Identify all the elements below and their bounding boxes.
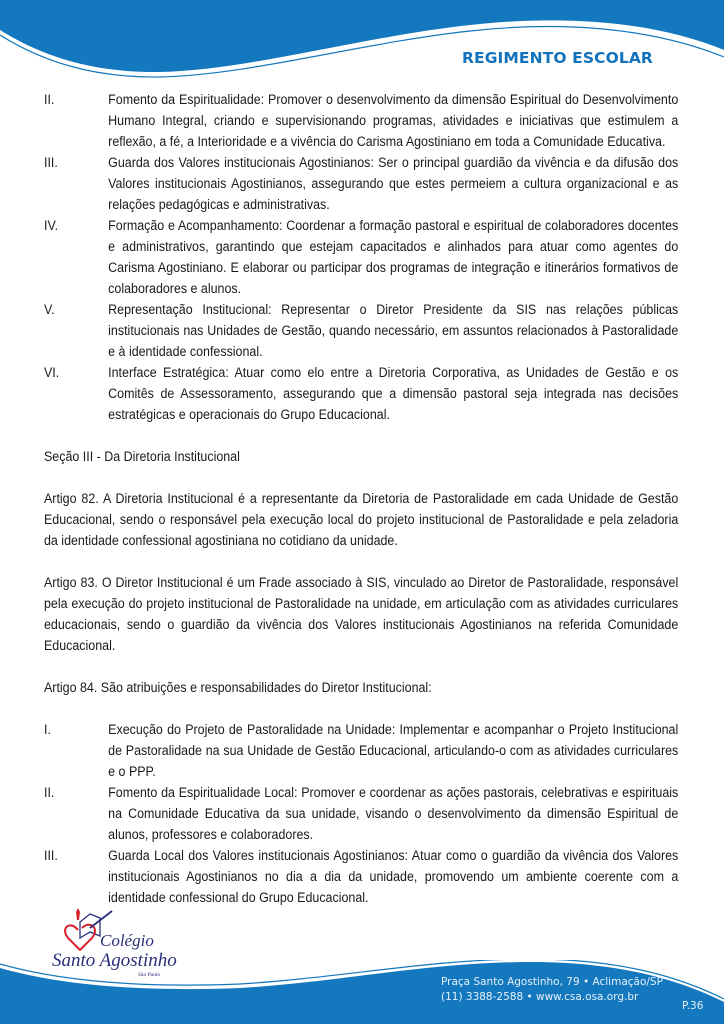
logo-text-santo-agostinho: Santo Agostinho bbox=[52, 950, 177, 971]
list-item bbox=[44, 719, 678, 782]
logo-text-colegio: Colégio bbox=[100, 931, 154, 950]
list-item-text: Representação Institucional: Representar o Diretor Presidente da SIS nas relações públicas institucionais nas Unidades de Gestão, quando necessário, em assuntos relacionados à Pastoralidade e à identidade confessional. bbox=[108, 302, 679, 359]
list-item-text: Execução do Projeto de Pastoralidade na Unidade: Implementar e acompanhar o Projeto Institucional de Pastoralidade na sua Unidade de Gestão Educacional, articulando-o com as atividades curriculares e o PPP. bbox=[108, 722, 679, 779]
header-wave-banner bbox=[0, 0, 724, 80]
school-logo bbox=[50, 908, 180, 986]
page-number: P.36 bbox=[682, 1000, 704, 1012]
list-item-text: Formação e Acompanhamento: Coordenar a formação pastoral e espiritual de colaboradores docentes e administrativos, garantindo que estejam capacitados e alinhados para atuar como agentes do Carisma Agostiniano. E elaborar ou participar dos programas de integração e itinerários formativos de colaboradores e alunos. bbox=[108, 218, 679, 296]
list-item-number: VI. bbox=[44, 365, 60, 380]
list-item-number: V. bbox=[44, 302, 55, 317]
document-title: REGIMENTO ESCOLAR bbox=[462, 49, 653, 67]
footer-contact-line: (11) 3388-2588 • www.csa.osa.org.br bbox=[441, 991, 639, 1003]
list-item bbox=[44, 299, 678, 362]
footer-address bbox=[441, 975, 663, 1005]
section-heading: Seção III - Da Diretoria Institucional bbox=[44, 449, 240, 464]
list-item-number: IV. bbox=[44, 218, 59, 233]
list-item-number: III. bbox=[44, 848, 58, 863]
list-item bbox=[44, 152, 678, 215]
footer-address-line: Praça Santo Agostinho, 79 • Aclimação/SP bbox=[441, 976, 663, 988]
list-item-number: I. bbox=[44, 722, 51, 737]
logo-text-city: São Paulo bbox=[138, 972, 161, 978]
list-item-number: III. bbox=[44, 155, 58, 170]
list-item-text: Fomento da Espiritualidade Local: Promover e coordenar as ações pastorais, celebrativas e espirituais na Comunidade Educativa da sua unidade, visando o desenvolvimento da dimensão Espiritual de alunos, professores e colaboradores. bbox=[108, 785, 679, 842]
list-item bbox=[44, 89, 678, 152]
list-item bbox=[44, 782, 678, 845]
responsibilities-list-2 bbox=[44, 719, 678, 908]
list-item bbox=[44, 215, 678, 299]
document-body bbox=[44, 89, 678, 908]
article-84: Artigo 84. São atribuições e responsabilidades do Diretor Institucional: bbox=[44, 680, 432, 695]
list-item-text: Guarda dos Valores institucionais Agostinianos: Ser o principal guardião da vivência e da difusão dos Valores institucionais Agostinianos, assegurando que estes permeiem a cultura organizacional e as relações pedagógicas e administrativas. bbox=[108, 155, 679, 212]
list-item bbox=[44, 845, 678, 908]
list-item-number: II. bbox=[44, 92, 55, 107]
article-82: Artigo 82. A Diretoria Institucional é a representante da Diretoria de Pastoralidade em cada Unidade de Gestão Educacional, sendo o responsável pela execução local do projeto institucional de Pastoralidade e pela zeladoria da identidade confessional agostiniana no cotidiano da unidade. bbox=[44, 491, 679, 548]
responsibilities-list-1 bbox=[44, 89, 678, 425]
list-item-number: II. bbox=[44, 785, 55, 800]
list-item-text: Guarda Local dos Valores institucionais Agostinianos: Atuar como o guardião da vivência dos Valores institucionais Agostinianos no dia a dia da unidade, promovendo um ambiente coerente com a identidade confessional do Grupo Educacional. bbox=[108, 848, 679, 905]
list-item-text: Fomento da Espiritualidade: Promover o desenvolvimento da dimensão Espiritual do Desenvolvimento Humano Integral, criando e supervisionando programas, atividades e iniciativas que estimulem a reflexão, a fé, a Interioridade e a vivência do Carisma Agostiniano em toda a Comunidade Educativa. bbox=[108, 92, 679, 149]
list-item-text: Interface Estratégica: Atuar como elo entre a Diretoria Corporativa, as Unidades de Gestão e os Comitês de Assessoramento, assegurando que a dimensão pastoral seja integrada nas decisões estratégicas e operacionais do Grupo Educacional. bbox=[108, 365, 679, 422]
list-item bbox=[44, 362, 678, 425]
article-83: Artigo 83. O Diretor Institucional é um Frade associado à SIS, vinculado ao Diretor de Pastoralidade, responsável pela execução do projeto institucional de Pastoralidade na unidade, em articulação com as atividades curriculares educacionais, sendo o guardião da vivência dos Valores institucionais Agostinianos na referida Comunidade Educacional. bbox=[44, 575, 679, 653]
